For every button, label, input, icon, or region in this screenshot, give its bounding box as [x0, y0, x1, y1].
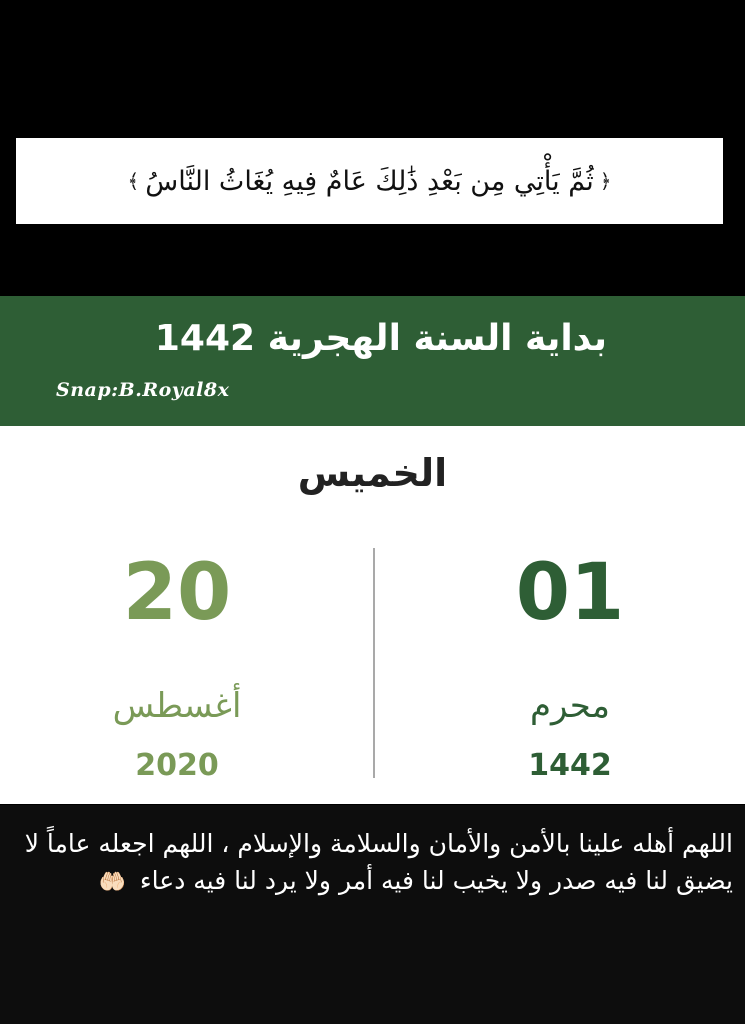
hijri-month: محرم — [530, 686, 610, 726]
gregorian-year: 2020 — [135, 748, 219, 783]
hijri-day: 01 — [515, 548, 625, 638]
banner-title: بداية السنة الهجرية 1442 — [154, 318, 607, 359]
hijri-year: 1442 — [528, 748, 612, 783]
dua-text-block — [14, 825, 733, 901]
gregorian-month: أغسطس — [112, 686, 242, 726]
date-divider — [373, 548, 375, 778]
dua-text: اللهم أهله علينا بالأمن والأمان والسلامة والإسلام ، اللهم اجعله عاماً لا يضيق لنا فيه صدر ولا يخيب لنا فيه أمر ولا يرد لنا فيه دعاء — [24, 829, 733, 895]
dua-caption — [0, 805, 745, 1024]
snapchat-watermark: Snap:B.Royal8x — [56, 379, 230, 401]
ornament-close-icon: ﴾ — [127, 169, 140, 193]
day-name: الخميس — [297, 451, 448, 495]
quran-verse-box — [16, 138, 723, 224]
date-card — [0, 426, 745, 804]
ornament-open-icon: ﴿ — [599, 169, 612, 193]
praying-hands-icon: 🤲🏻 — [98, 870, 126, 895]
hijri-year-banner — [0, 296, 745, 426]
gregorian-day: 20 — [122, 548, 232, 638]
verse-text: ثُمَّ يَأْتِي مِن بَعْدِ ذَٰلِكَ عَامٌ فِيهِ يُغَاثُ النَّاسُ — [145, 165, 594, 197]
